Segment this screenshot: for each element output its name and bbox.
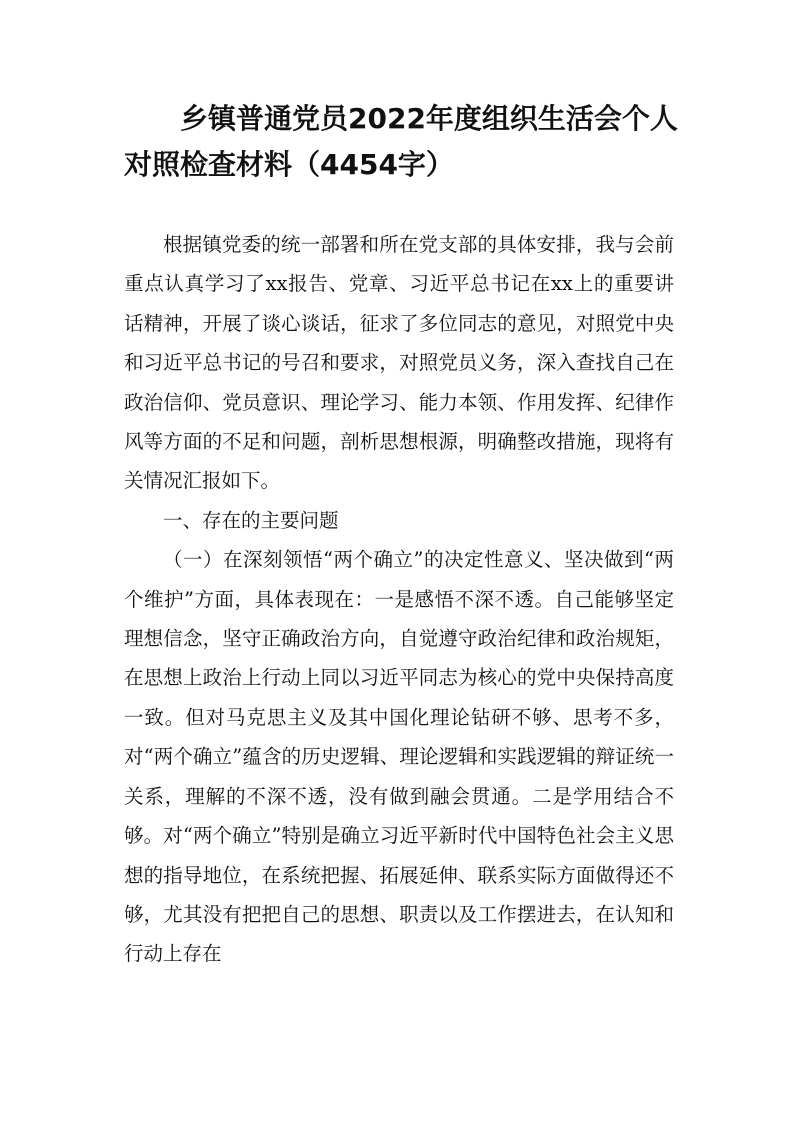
section-paragraph: （一）在深刻领悟“两个确立”的决定性意义、坚决做到“两个维护”方面，具体表现在：一是感悟不深不透。自己能够坚定理想信念，坚守正确政治方向，自觉遵守政治纪律和政治规矩，在思想上政治上行动上同以习近平同志为核心的党中央保持高度一致。但对马克思主义及其中国化理论钻研不够、思考不多，对“两个确立”蕴含的历史逻辑、理论逻辑和实践逻辑的辩证统一关系，理解的不深不透，没有做到融会贯通。二是学用结合不够。对“两个确立”特别是确立习近平新时代中国特色社会主义思想的指导地位，在系统把握、拓展延伸、联系实际方面做得还不够，尤其没有把把自己的思想、职责以及工作摆进去，在认知和行动上存在 [124, 548, 674, 966]
document-title: 乡镇普通党员2022年度组织生活会个人对照检查材料（4454字） [124, 102, 678, 181]
intro-paragraph: 根据镇党委的统一部署和所在党支部的具体安排，我与会前重点认真学习了xx报告、党章、习近平总书记在xx上的重要讲话精神，开展了谈心谈话，征求了多位同志的意见，对照党中央和习近平总书记的号召和要求，对照党员义务，深入查找自己在政治信仰、党员意识、理论学习、能力本领、作用发挥、纪律作风等方面的不足和问题，剖析思想根源，明确整改措施，现将有关情况汇报如下。 [124, 233, 674, 493]
section-heading: 一、存在的主要问题 [163, 508, 339, 532]
document-body [124, 225, 674, 974]
